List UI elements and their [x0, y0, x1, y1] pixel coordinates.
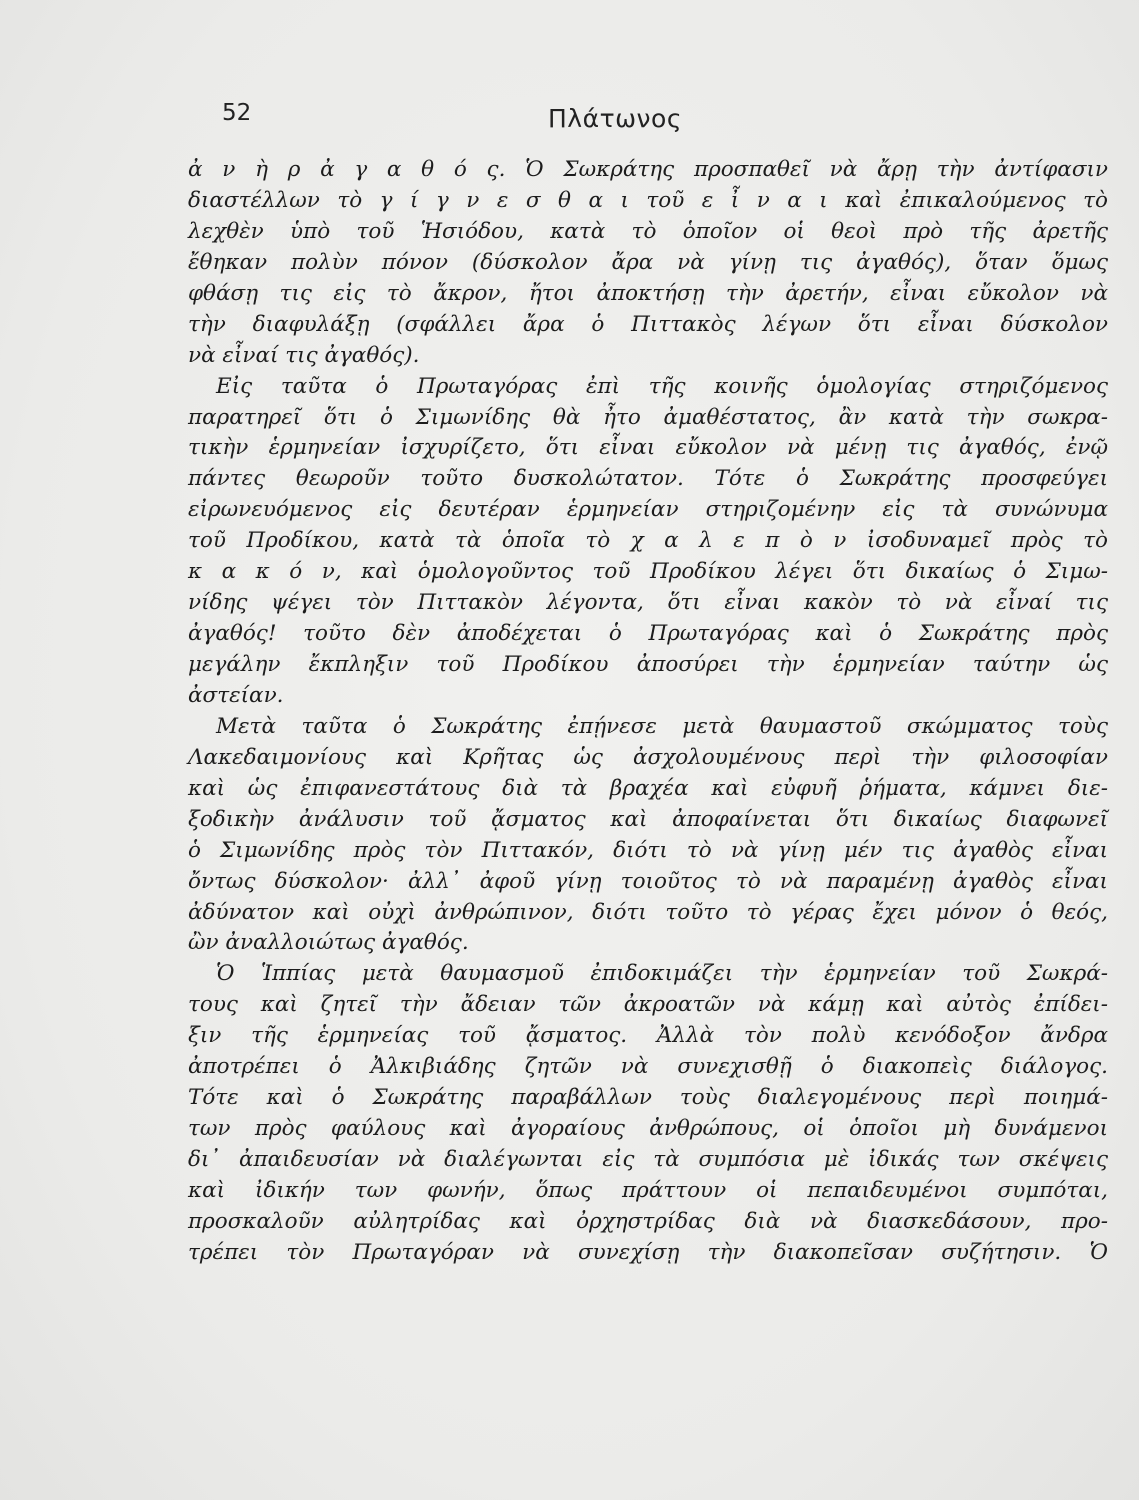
- text-line: ὁ Σιμωνίδης πρὸς τὸν Πιττακόν, διότι τὸ νὰ γίνῃ μέν τις ἀγαθὸς εἶναι: [188, 837, 1108, 863]
- text-line: ξοδικὴν ἀνάλυσιν τοῦ ᾄσματος καὶ ἀποφαίνεται ὅτι δικαίως διαφωνεῖ: [188, 806, 1108, 832]
- text-line: νὰ εἶναί τις ἀγαθός).: [188, 342, 420, 368]
- text-line: καὶ ὡς ἐπιφανεστάτους διὰ τὰ βραχέα καὶ εὐφυῆ ῥήματα, κάμνει διε-: [188, 775, 1108, 801]
- page-number: 52: [222, 100, 252, 126]
- text-line: καὶ ἰδικήν των φωνήν, ὅπως πράττουν οἱ πεπαιδευμένοι συμπόται,: [188, 1177, 1108, 1203]
- text-line: νίδης ψέγει τὸν Πιττακὸν λέγοντα, ὅτι εἶναι κακὸν τὸ νὰ εἶναί τις: [188, 590, 1108, 616]
- text-line: δι᾽ ἀπαιδευσίαν νὰ διαλέγωνται εἰς τὰ συμπόσια μὲ ἰδικάς των σκέψεις: [188, 1147, 1108, 1172]
- text-line: τικὴν ἑρμηνείαν ἰσχυρίζετο, ὅτι εἶναι εὔκολον νὰ μένῃ τις ἀγαθός, ἐνῷ: [188, 435, 1108, 461]
- text-line: ἔθηκαν πολὺν πόνον (δύσκολον ἄρα νὰ γίνῃ τις ἀγαθός), ὅταν ὅμως: [188, 249, 1108, 275]
- text-line: ἀδύνατον καὶ οὐχὶ ἀνθρώπινον, διότι τοῦτο τὸ γέρας ἔχει μόνον ὁ θεός,: [188, 899, 1108, 925]
- text-line: τὴν διαφυλάξῃ (σφάλλει ἄρα ὁ Πιττακὸς λέγων ὅτι εἶναι δύσκολον: [188, 311, 1108, 337]
- text-line: εἰρωνευόμενος εἰς δευτέραν ἑρμηνείαν στηριζομένην εἰς τὰ συνώνυμα: [188, 497, 1108, 523]
- text-line: ὄντως δύσκολον· ἀλλ᾽ ἀφοῦ γίνῃ τοιοῦτος τὸ νὰ παραμένῃ ἀγαθὸς εἶναι: [188, 868, 1108, 894]
- text-line: ἀστείαν.: [188, 682, 284, 708]
- text-line: ἀ ν ὴ ρ ἀ γ α θ ό ς. Ὁ Σωκράτης προσπαθεῖ νὰ ἄρῃ τὴν ἀντίφασιν: [188, 157, 1108, 182]
- text-line: Εἰς ταῦτα ὁ Πρωταγόρας ἐπὶ τῆς κοινῆς ὁμολογίας στηριζόμενος: [216, 373, 1108, 399]
- text-line: ξιν τῆς ἑρμηνείας τοῦ ᾄσματος. Ἀλλὰ τὸν πολὺ κενόδοξον ἄνδρα: [188, 1023, 1108, 1049]
- text-line: τους καὶ ζητεῖ τὴν ἄδειαν τῶν ἀκροατῶν νὰ κάμῃ καὶ αὐτὸς ἐπίδει-: [188, 992, 1108, 1018]
- running-title: Πλάτωνος: [548, 104, 682, 133]
- text-line: ἀγαθός! τοῦτο δὲν ἀποδέχεται ὁ Πρωταγόρας καὶ ὁ Σωκράτης πρὸς: [188, 621, 1108, 647]
- text-line: προσκαλοῦν αὐλητρίδας καὶ ὀρχηστρίδας διὰ νὰ διασκεδάσουν, προ-: [188, 1208, 1108, 1234]
- text-line: ὢν ἀναλλοιώτως ἀγαθός.: [188, 930, 469, 956]
- text-line: κ α κ ό ν, καὶ ὁμολογοῦντος τοῦ Προδίκου λέγει ὅτι δικαίως ὁ Σιμω-: [188, 559, 1108, 585]
- text-line: Λακεδαιμονίους καὶ Κρῆτας ὡς ἀσχολουμένους περὶ τὴν φιλοσοφίαν: [188, 744, 1108, 770]
- text-line: ἀποτρέπει ὁ Ἀλκιβιάδης ζητῶν νὰ συνεχισθῇ ὁ διακοπεὶς διάλογος.: [188, 1054, 1108, 1080]
- text-line: τρέπει τὸν Πρωταγόραν νὰ συνεχίσῃ τὴν διακοπεῖσαν συζήτησιν. Ὁ: [188, 1239, 1108, 1265]
- text-line: Τότε καὶ ὁ Σωκράτης παραβάλλων τοὺς διαλεγομένους περὶ ποιημά-: [188, 1085, 1108, 1111]
- text-line: Ὁ Ἱππίας μετὰ θαυμασμοῦ ἐπιδοκιμάζει τὴν ἑρμηνείαν τοῦ Σωκρά-: [216, 961, 1108, 987]
- text-line: μεγάλην ἔκπληξιν τοῦ Προδίκου ἀποσύρει τὴν ἑρμηνείαν ταύτην ὡς: [188, 652, 1108, 677]
- text-line: των πρὸς φαύλους καὶ ἀγοραίους ἀνθρώπους, οἱ ὁποῖοι μὴ δυνάμενοι: [188, 1116, 1108, 1142]
- text-line: πάντες θεωροῦν τοῦτο δυσκολώτατον. Τότε ὁ Σωκράτης προσφεύγει: [188, 466, 1108, 492]
- text-line: τοῦ Προδίκου, κατὰ τὰ ὁποῖα τὸ χ α λ ε π ὸ ν ἰσοδυναμεῖ πρὸς τὸ: [188, 528, 1108, 554]
- text-line: παρατηρεῖ ὅτι ὁ Σιμωνίδης θὰ ἦτο ἀμαθέστατος, ἂν κατὰ τὴν σωκρα-: [188, 404, 1108, 430]
- text-line: διαστέλλων τὸ γ ί γ ν ε σ θ α ι τοῦ ε ἶ ν α ι καὶ ἐπικαλούμενος τὸ: [188, 187, 1108, 213]
- text-line: φθάσῃ τις εἰς τὸ ἄκρον, ἤτοι ἀποκτήσῃ τὴν ἀρετήν, εἶναι εὔκολον νὰ: [188, 280, 1108, 306]
- text-line: λεχθὲν ὑπὸ τοῦ Ἡσιόδου, κατὰ τὸ ὁποῖον οἱ θεοὶ πρὸ τῆς ἀρετῆς: [188, 218, 1108, 244]
- text-line: Μετὰ ταῦτα ὁ Σωκράτης ἐπῄνεσε μετὰ θαυμαστοῦ σκώμματος τοὺς: [216, 713, 1108, 739]
- body-text: [188, 155, 1108, 1269]
